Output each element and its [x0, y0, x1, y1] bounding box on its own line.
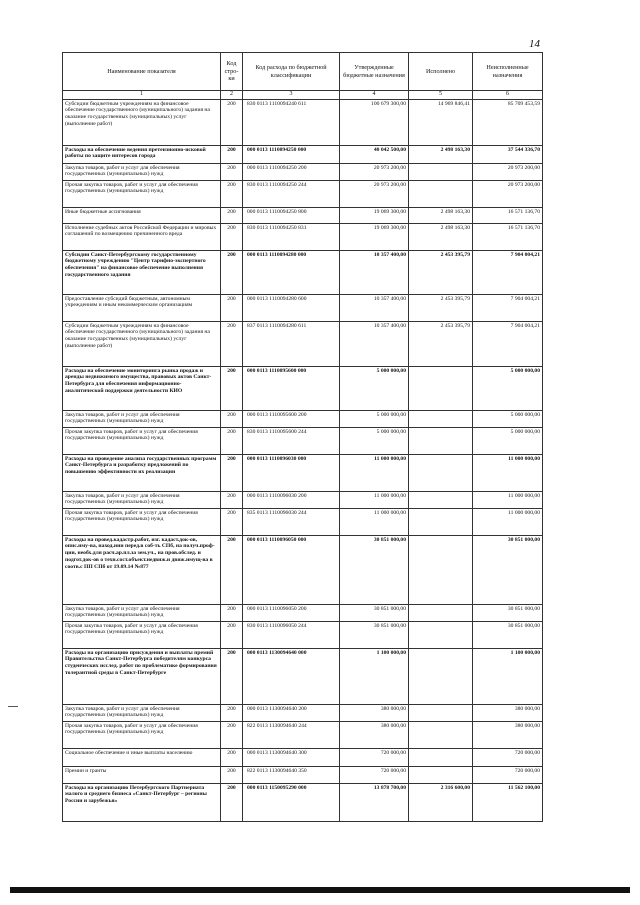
- cell-approved: 11 000 000,00: [340, 491, 409, 508]
- cell-executed: 2 453 395,79: [409, 321, 473, 366]
- cell-executed: [409, 454, 473, 491]
- cell-executed: [409, 535, 473, 604]
- cell-approved: 11 000 000,00: [340, 508, 409, 535]
- cell-remaining: 85 709 453,59: [473, 99, 543, 145]
- cell-kbk: 830 0113 1110096050 244: [243, 621, 340, 648]
- cell-approved: 380 000,00: [340, 704, 409, 721]
- table-row: [63, 366, 543, 410]
- cell-name: Прочая закупка товаров, работ и услуг для обеспечения государственных (муниципальных) нужд: [63, 721, 221, 748]
- cell-executed: [409, 766, 473, 783]
- cell-name: Социальное обеспечение и иные выплаты населению: [63, 748, 221, 766]
- cell-kbk: 000 0113 1110096030 200: [243, 491, 340, 508]
- cell-kbk: 000 0113 1110094250 200: [243, 163, 340, 180]
- cell-code: 200: [221, 621, 243, 648]
- table-row: [63, 721, 543, 748]
- cell-remaining: 20 973 200,00: [473, 163, 543, 180]
- table-row: [63, 294, 543, 321]
- cell-approved: 40 042 500,00: [340, 145, 409, 163]
- table-row: [63, 427, 543, 454]
- cell-code: 200: [221, 427, 243, 454]
- cell-name: Закупка товаров, работ и услуг для обеспечения государственных (муниципальных) нужд: [63, 604, 221, 621]
- cell-remaining: 720 000,00: [473, 748, 543, 766]
- cell-name: Субсидии Санкт-Петербургскому государственному бюджетному учреждению "Центр тарифно-экспертного обеспечения" на финансовое обеспечение выполнения государственного задания: [63, 250, 221, 294]
- header-remaining: Неисполненные назначения: [473, 53, 543, 91]
- cell-code: 200: [221, 180, 243, 207]
- cell-approved: 1 100 000,00: [340, 648, 409, 704]
- table-row: [63, 748, 543, 766]
- column-number: 6: [473, 91, 543, 100]
- cell-code: 200: [221, 535, 243, 604]
- table-row: [63, 648, 543, 704]
- cell-remaining: 5 000 000,00: [473, 410, 543, 427]
- column-number: 3: [243, 91, 340, 100]
- table-row: [63, 783, 543, 821]
- cell-approved: 5 000 000,00: [340, 366, 409, 410]
- cell-name: Закупка товаров, работ и услуг для обеспечения государственных (муниципальных) нужд: [63, 704, 221, 721]
- margin-mark: [8, 706, 18, 707]
- cell-executed: [409, 180, 473, 207]
- cell-kbk: 000 0113 1110094280 000: [243, 250, 340, 294]
- cell-approved: 5 000 000,00: [340, 410, 409, 427]
- table-row: [63, 163, 543, 180]
- cell-kbk: 835 0113 1110096030 244: [243, 508, 340, 535]
- cell-remaining: 7 904 004,21: [473, 294, 543, 321]
- cell-code: 200: [221, 704, 243, 721]
- cell-executed: 2 498 163,30: [409, 223, 473, 250]
- cell-code: 200: [221, 294, 243, 321]
- cell-code: 200: [221, 366, 243, 410]
- cell-remaining: 30 851 000,00: [473, 535, 543, 604]
- header-code: Код стро-ки: [221, 53, 243, 91]
- cell-name: Закупка товаров, работ и услуг для обеспечения государственных (муниципальных) нужд: [63, 163, 221, 180]
- cell-approved: 10 357 400,00: [340, 321, 409, 366]
- cell-executed: [409, 163, 473, 180]
- cell-executed: 2 498 163,30: [409, 207, 473, 223]
- cell-kbk: 000 0113 1130094640 300: [243, 748, 340, 766]
- cell-executed: 2 316 600,00: [409, 783, 473, 821]
- cell-kbk: 000 0113 1110094250 000: [243, 145, 340, 163]
- cell-approved: 100 679 300,00: [340, 99, 409, 145]
- cell-kbk: 822 0113 1130094640 244: [243, 721, 340, 748]
- cell-name: Прочая закупка товаров, работ и услуг для обеспечения государственных (муниципальных) нужд: [63, 621, 221, 648]
- cell-remaining: 30 851 000,00: [473, 604, 543, 621]
- cell-code: 200: [221, 604, 243, 621]
- cell-remaining: 11 562 100,00: [473, 783, 543, 821]
- cell-code: 200: [221, 410, 243, 427]
- cell-kbk: 830 0113 1110094250 831: [243, 223, 340, 250]
- cell-code: 200: [221, 748, 243, 766]
- cell-name: Премии и гранты: [63, 766, 221, 783]
- table-row: [63, 180, 543, 207]
- cell-approved: 5 000 000,00: [340, 427, 409, 454]
- cell-executed: [409, 508, 473, 535]
- cell-name: Закупка товаров, работ и услуг для обеспечения государственных (муниципальных) нужд: [63, 410, 221, 427]
- cell-name: Субсидии бюджетным учреждениям на финансовое обеспечение государственного (муниципального) задания на оказание государственных (муниципальных) услуг (выполнение работ): [63, 321, 221, 366]
- cell-kbk: 000 0113 1150095290 000: [243, 783, 340, 821]
- cell-approved: 19 069 300,00: [340, 223, 409, 250]
- cell-name: Субсидии бюджетным учреждениям на финансовое обеспечение государственного (муниципального) задания на оказание государственных (муниципальных) услуг (выполнение работ): [63, 99, 221, 145]
- header-executed: Исполнено: [409, 53, 473, 91]
- cell-code: 200: [221, 766, 243, 783]
- table-row: [63, 454, 543, 491]
- cell-kbk: 830 0113 1110094250 244: [243, 180, 340, 207]
- table-row: [63, 535, 543, 604]
- cell-executed: [409, 366, 473, 410]
- table-row: [63, 766, 543, 783]
- cell-code: 200: [221, 99, 243, 145]
- table-row: [63, 410, 543, 427]
- cell-approved: 10 357 400,00: [340, 250, 409, 294]
- cell-executed: [409, 704, 473, 721]
- cell-executed: [409, 748, 473, 766]
- cell-remaining: 380 000,00: [473, 704, 543, 721]
- cell-kbk: 822 0113 1130094640 350: [243, 766, 340, 783]
- cell-code: 200: [221, 508, 243, 535]
- cell-name: Расходы на организацию Петербургского Партнериата малого и среднего бизнеса «Санкт-Петербург – регионы России и зарубежья»: [63, 783, 221, 821]
- cell-remaining: 720 000,00: [473, 766, 543, 783]
- cell-kbk: 000 0113 1130094640 200: [243, 704, 340, 721]
- cell-approved: 380 000,00: [340, 721, 409, 748]
- cell-kbk: 830 0113 1110095600 244: [243, 427, 340, 454]
- cell-executed: 2 453 395,79: [409, 294, 473, 321]
- cell-kbk: 000 0113 1110096050 000: [243, 535, 340, 604]
- cell-kbk: 830 0113 1110094240 611: [243, 99, 340, 145]
- table-row: [63, 621, 543, 648]
- header-approved: Утвержденные бюджетные назначения: [340, 53, 409, 91]
- cell-approved: 19 069 300,00: [340, 207, 409, 223]
- cell-code: 200: [221, 321, 243, 366]
- table-row: [63, 508, 543, 535]
- cell-executed: [409, 648, 473, 704]
- cell-remaining: 5 000 000,00: [473, 366, 543, 410]
- cell-name: Закупка товаров, работ и услуг для обеспечения государственных (муниципальных) нужд: [63, 491, 221, 508]
- table-row: [63, 604, 543, 621]
- cell-kbk: 000 0113 1130094640 000: [243, 648, 340, 704]
- cell-code: 200: [221, 648, 243, 704]
- table-row: [63, 704, 543, 721]
- cell-executed: [409, 427, 473, 454]
- cell-code: 200: [221, 223, 243, 250]
- cell-kbk: 000 0113 1110096050 200: [243, 604, 340, 621]
- cell-name: Расходы на провед.кадастр.работ, изг. кадаст.док-ов, опис.иму-ва, наход.нии перед.в соб-ть СПб, на получ.проф-ции, необх.для расч.ар.пл.за зем.уч., на пров.обслед. и подгот.док-ов о техн.сост.объект.недвиж.и движ.имущ-ва в соотв.с ПП СПб от 19.09.14 №877: [63, 535, 221, 604]
- table-row: [63, 223, 543, 250]
- cell-code: 200: [221, 207, 243, 223]
- cell-approved: 20 973 200,00: [340, 180, 409, 207]
- cell-executed: [409, 491, 473, 508]
- table-row: [63, 207, 543, 223]
- cell-approved: 30 851 000,00: [340, 604, 409, 621]
- cell-remaining: 5 000 000,00: [473, 427, 543, 454]
- cell-executed: [409, 410, 473, 427]
- cell-executed: [409, 621, 473, 648]
- cell-name: Прочая закупка товаров, работ и услуг для обеспечения государственных (муниципальных) нужд: [63, 508, 221, 535]
- cell-code: 200: [221, 491, 243, 508]
- cell-name: Исполнение судебных актов Российской Федерации и мировых соглашений по возмещению причиненного вреда: [63, 223, 221, 250]
- cell-name: Расходы на организацию присуждения и выплаты премий Правительства Санкт-Петербурга победителям конкурса студенческих исслед. работ по проблематике формирования толерантной среды в Санкт-Петербурге: [63, 648, 221, 704]
- column-number: 5: [409, 91, 473, 100]
- cell-kbk: 000 0113 1110095600 000: [243, 366, 340, 410]
- table-row: [63, 321, 543, 366]
- cell-approved: 13 878 700,00: [340, 783, 409, 821]
- cell-kbk: 837 0113 1110094280 611: [243, 321, 340, 366]
- cell-name: Прочая закупка товаров, работ и услуг для обеспечения государственных (муниципальных) нужд: [63, 427, 221, 454]
- cell-kbk: 000 0113 1110094250 800: [243, 207, 340, 223]
- cell-name: Иные бюджетные ассигнования: [63, 207, 221, 223]
- cell-remaining: 11 000 000,00: [473, 454, 543, 491]
- header-kbk: Код расхода по бюджетной классификации: [243, 53, 340, 91]
- cell-remaining: 380 000,00: [473, 721, 543, 748]
- cell-remaining: 7 904 004,21: [473, 321, 543, 366]
- cell-executed: [409, 721, 473, 748]
- cell-executed: 2 498 163,30: [409, 145, 473, 163]
- cell-code: 200: [221, 163, 243, 180]
- cell-remaining: 11 000 000,00: [473, 508, 543, 535]
- cell-name: Расходы на обеспечение мониторинга рынка продаж и аренды недвижимого имущества, правовых актов Санкт-Петербурга для обеспечения информационно-аналитической поддержки деятельности КИО: [63, 366, 221, 410]
- cell-executed: 2 453 395,79: [409, 250, 473, 294]
- cell-name: Предоставление субсидий бюджетным, автономным учреждениям и иным некоммерческим организациям: [63, 294, 221, 321]
- cell-kbk: 000 0113 1110096030 000: [243, 454, 340, 491]
- table-row: [63, 145, 543, 163]
- column-number: 4: [340, 91, 409, 100]
- table-row: [63, 491, 543, 508]
- cell-code: 200: [221, 454, 243, 491]
- header-name: Наименование показателя: [63, 53, 221, 91]
- page-number: 14: [529, 38, 540, 50]
- table-row: [63, 250, 543, 294]
- column-number: 1: [63, 91, 221, 100]
- cell-executed: 14 969 846,41: [409, 99, 473, 145]
- cell-approved: 10 357 400,00: [340, 294, 409, 321]
- cell-kbk: 000 0113 1110095600 200: [243, 410, 340, 427]
- cell-approved: 720 000,00: [340, 748, 409, 766]
- cell-remaining: 1 100 000,00: [473, 648, 543, 704]
- cell-name: Прочая закупка товаров, работ и услуг для обеспечения государственных (муниципальных) нужд: [63, 180, 221, 207]
- cell-executed: [409, 604, 473, 621]
- cell-remaining: 16 571 136,70: [473, 223, 543, 250]
- cell-name: Расходы на проведение анализа государственных программ Санкт-Петербурга и разработку предложений по повышению эффективности их реализации: [63, 454, 221, 491]
- cell-approved: 11 000 000,00: [340, 454, 409, 491]
- table-row: [63, 99, 543, 145]
- cell-code: 200: [221, 145, 243, 163]
- cell-approved: 30 851 000,00: [340, 621, 409, 648]
- scan-bottom-edge: [10, 887, 630, 893]
- cell-remaining: 37 544 336,70: [473, 145, 543, 163]
- cell-name: Расходы на обеспечение ведения претензионно-исковой работы по защите интересов города: [63, 145, 221, 163]
- column-number: 2: [221, 91, 243, 100]
- cell-remaining: 7 904 004,21: [473, 250, 543, 294]
- cell-code: 200: [221, 783, 243, 821]
- cell-code: 200: [221, 721, 243, 748]
- cell-approved: 30 851 000,00: [340, 535, 409, 604]
- cell-remaining: 30 851 000,00: [473, 621, 543, 648]
- cell-remaining: 20 973 200,00: [473, 180, 543, 207]
- cell-approved: 20 973 200,00: [340, 163, 409, 180]
- budget-execution-table: [62, 52, 543, 822]
- cell-code: 200: [221, 250, 243, 294]
- cell-remaining: 16 571 136,70: [473, 207, 543, 223]
- cell-kbk: 000 0113 1110094280 600: [243, 294, 340, 321]
- cell-remaining: 11 000 000,00: [473, 491, 543, 508]
- cell-approved: 720 000,00: [340, 766, 409, 783]
